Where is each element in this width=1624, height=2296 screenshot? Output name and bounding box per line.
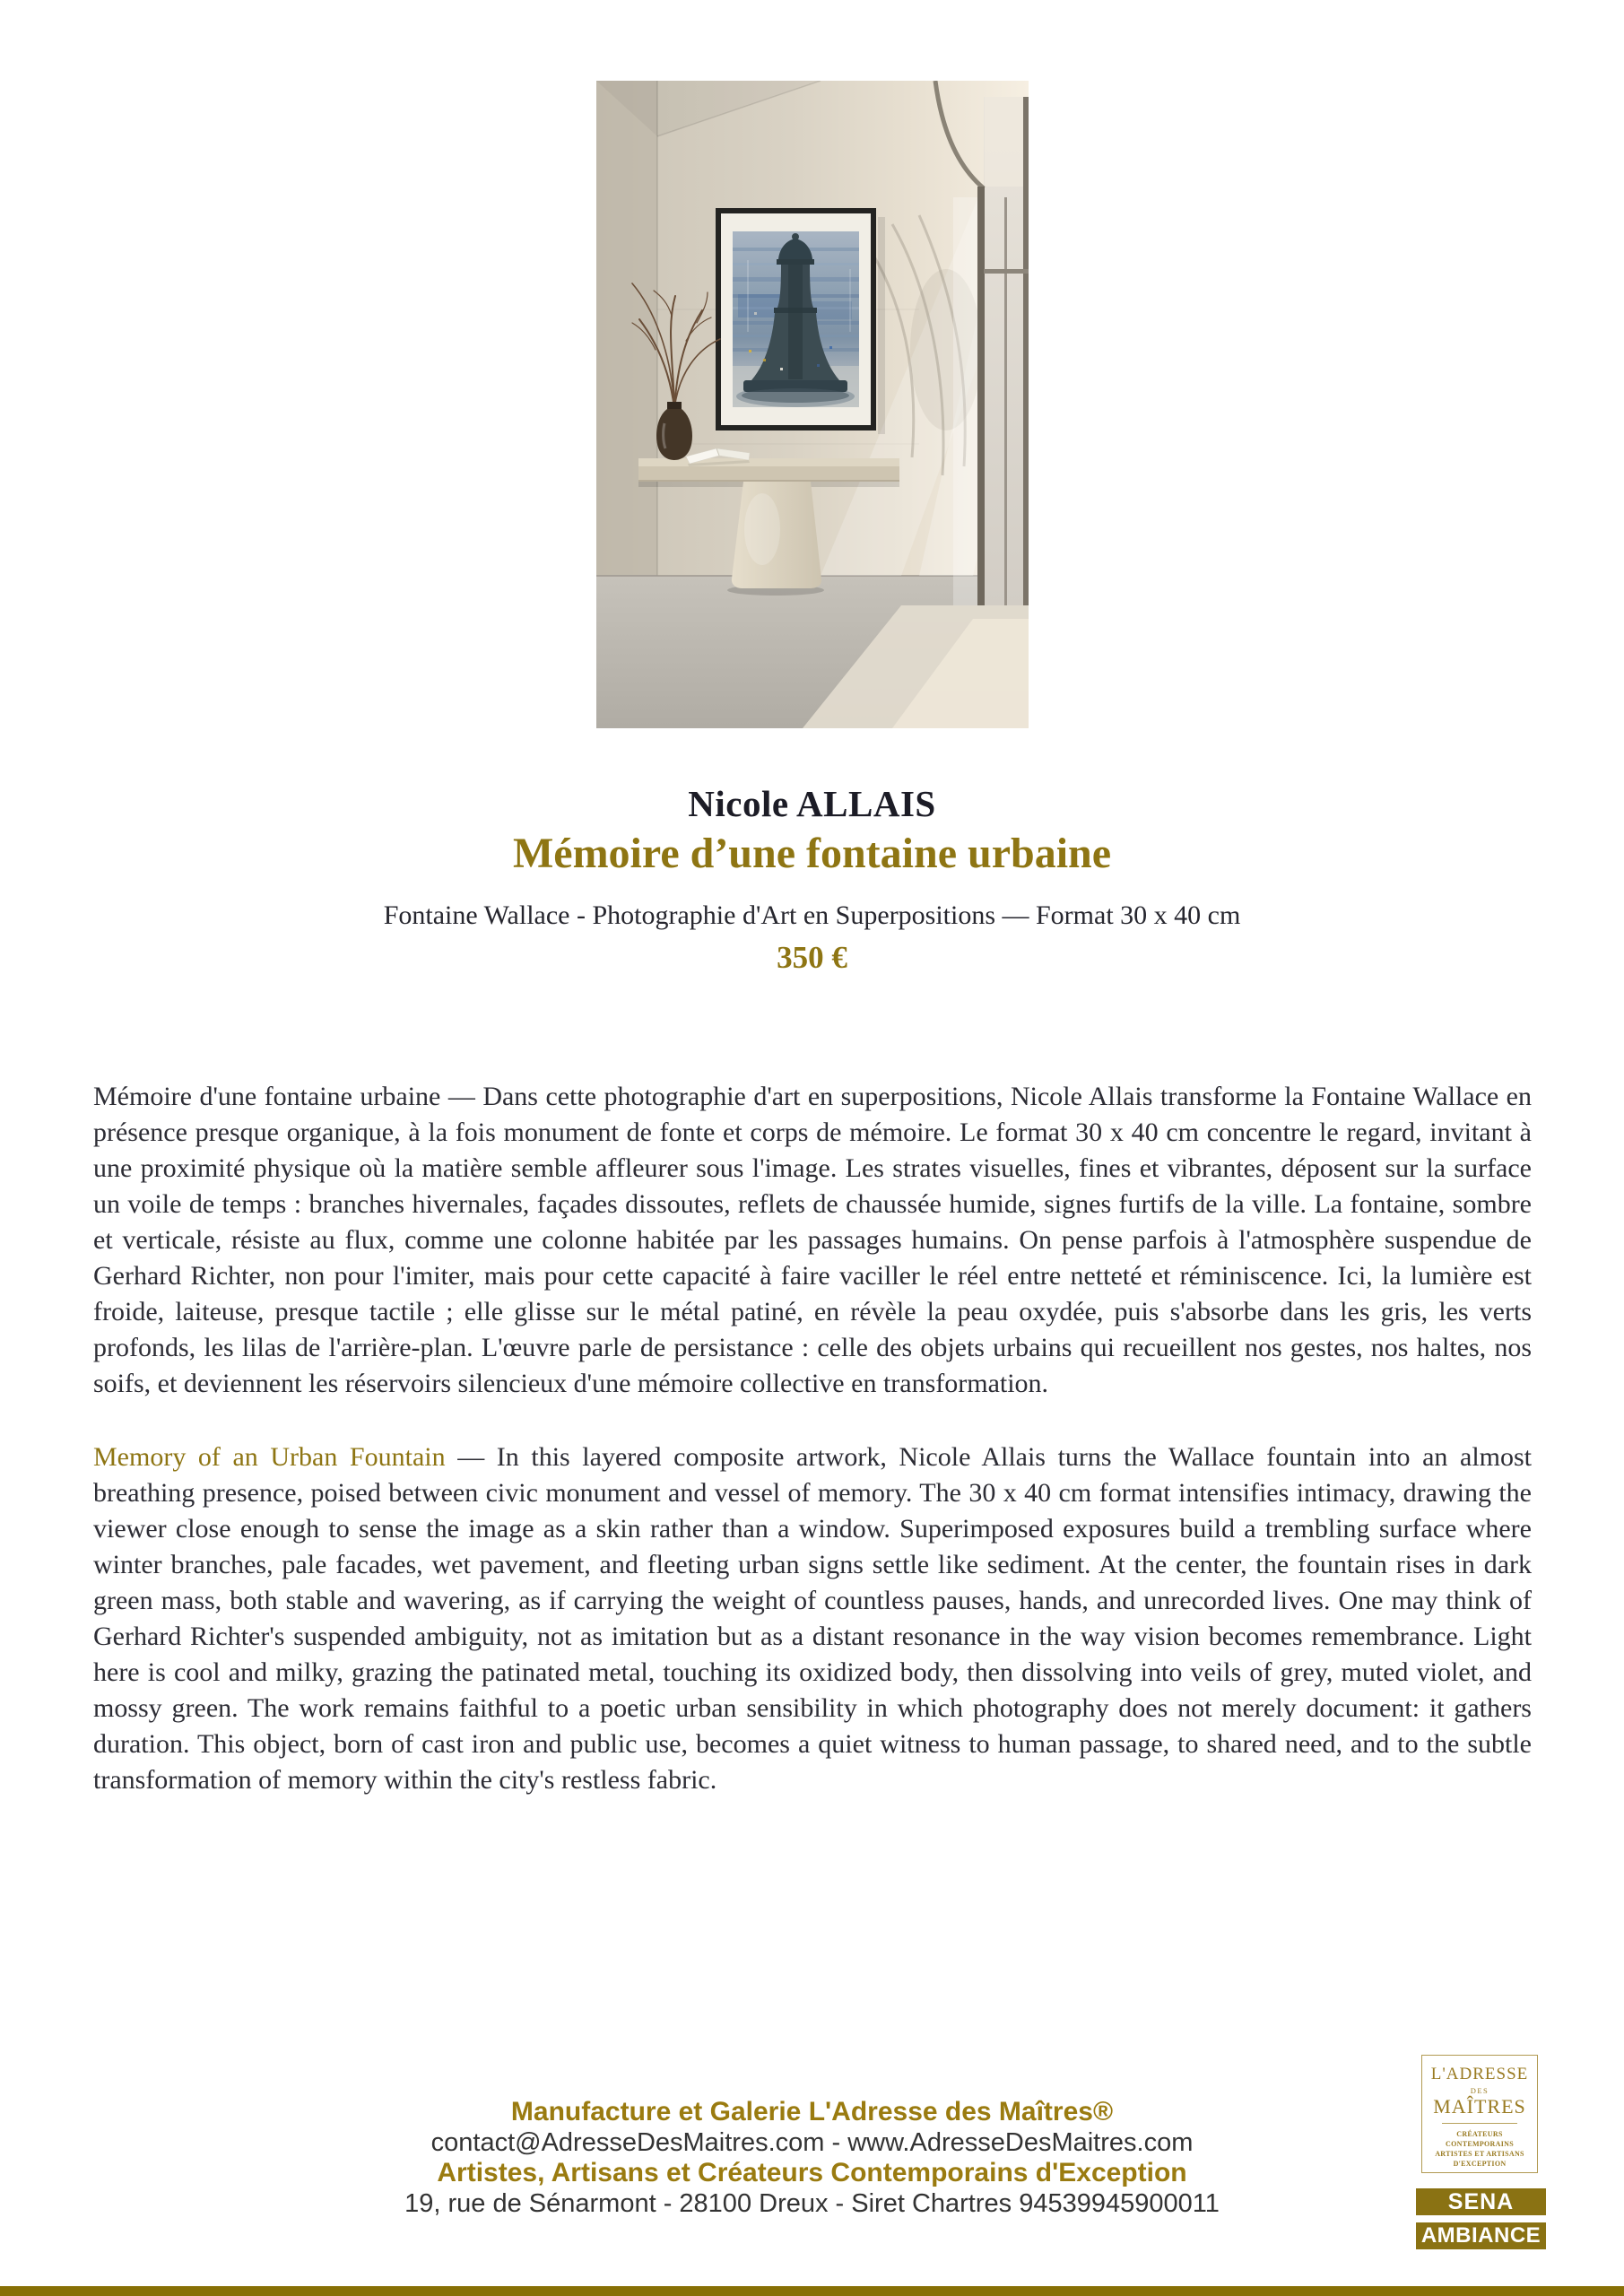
gallery-logo: [1421, 2055, 1538, 2173]
description-french: [93, 1079, 1532, 1402]
artwork-title: Mémoire d’une fontaine urbaine: [512, 830, 1112, 877]
footer-gallery-name: Manufacture et Galerie L'Adresse des Maîtres®: [510, 2097, 1114, 2126]
logo-line-maitres: MAÎTRES: [1433, 2095, 1526, 2118]
logo-sub-2: ARTISTES ET ARTISANS: [1435, 2150, 1524, 2158]
description-english-text: — In this layered composite artwork, Nicole Allais turns the Wallace fountain into an almost breathing presence, poised between civic monument and vessel of memory. The 30 x 40 cm format intensifies intimacy, drawing the viewer close enough to sense the image as a skin rather than a window. Superimposed exposures build a trembling surface where winter branches, pale facades, wet pavement, and fleeting urban signs settle like sediment. At the center, the fountain rises in dark green mass, both stable and wavering, as if carrying the weight of countless pauses, hands, and unrecorded lives. One may think of Gerhard Richter's suspended ambiguity, not as imitation but as a distant resonance in the way vision becomes remembrance. Light here is cool and milky, grazing the patinated metal, touching its oxidized body, then dissolving into veils of grey, muted violet, and mossy green. The work remains faithful to a poetic urban sensibility in which photography does not merely document: it gathers duration. This object, born of cast iron and public use, becomes a quiet witness to human passage, to shared need, and to the subtle transformation of memory within the city's restless fabric.: [93, 1442, 1532, 1795]
description-english-lead: Memory of an Urban Fountain: [93, 1442, 446, 1472]
logo-divider: [1442, 2123, 1517, 2124]
description-english: [93, 1439, 1532, 1798]
footer: [0, 2097, 1624, 2219]
badge-ambiance: AMBIANCE: [1416, 2222, 1546, 2249]
hero-photo: [596, 81, 1029, 728]
logo-sub-1: CRÉATEURS CONTEMPORAINS: [1446, 2130, 1514, 2148]
footer-tagline: Artistes, Artisans et Créateurs Contemporains d'Exception: [437, 2158, 1187, 2187]
logo-line-des: DES: [1470, 2086, 1489, 2095]
footer-contact-line: contact@AdresseDesMaitres.com - www.AdresseDesMaitres.com: [430, 2128, 1194, 2157]
footer-address: 19, rue de Sénarmont - 28100 Dreux - Siret Chartres 94539945900011: [404, 2189, 1220, 2218]
logo-sub-3: D'EXCEPTION: [1453, 2160, 1507, 2168]
bottom-gold-bar: [0, 2286, 1624, 2296]
artwork-subtitle: Fontaine Wallace - Photographie d'Art en Superpositions — Format 30 x 40 cm: [383, 900, 1241, 930]
price: 350 €: [777, 940, 847, 975]
description-french-text: Mémoire d'une fontaine urbaine — Dans cette photographie d'art en superpositions, Nicole Allais transforme la Fontaine Wallace en présence presque organique, à la fois monument de fonte et corps de mémoire. Le format 30 x 40 cm concentre le regard, invitant à une proximité physique où la matière semble affleurer sous l'image. Les strates visuelles, fines et vibrantes, déposent sur la surface un voile de temps : branches hivernales, façades dissoutes, reflets de chaussée humide, signes furtifs de la ville. La fontaine, sombre et verticale, résiste au flux, comme une colonne habitée par les passages humains. On pense parfois à l'atmosphère suspendue de Gerhard Richter, non pour l'imiter, mais pour cette capacité à faire vaciller le réel entre netteté et réminiscence. Ici, la lumière est froide, laiteuse, presque tactile ; elle glisse sur le métal patiné, en révèle la peau oxydée, puis s'absorbe dans les gris, les verts profonds, les lilas de l'arrière-plan. L'œuvre parle de persistance : celle des objets urbains qui recueillent nos gestes, nos haltes, nos soifs, et deviennent les réservoirs silencieux d'une mémoire collective en transformation.: [93, 1082, 1532, 1398]
badge-sena: SENA: [1416, 2188, 1546, 2215]
logo-line-adresse: L'ADRESSE: [1430, 2065, 1529, 2083]
description-section: [93, 1079, 1532, 1798]
interior-scene-graphic: [596, 81, 1029, 728]
artist-name: Nicole ALLAIS: [688, 783, 936, 824]
